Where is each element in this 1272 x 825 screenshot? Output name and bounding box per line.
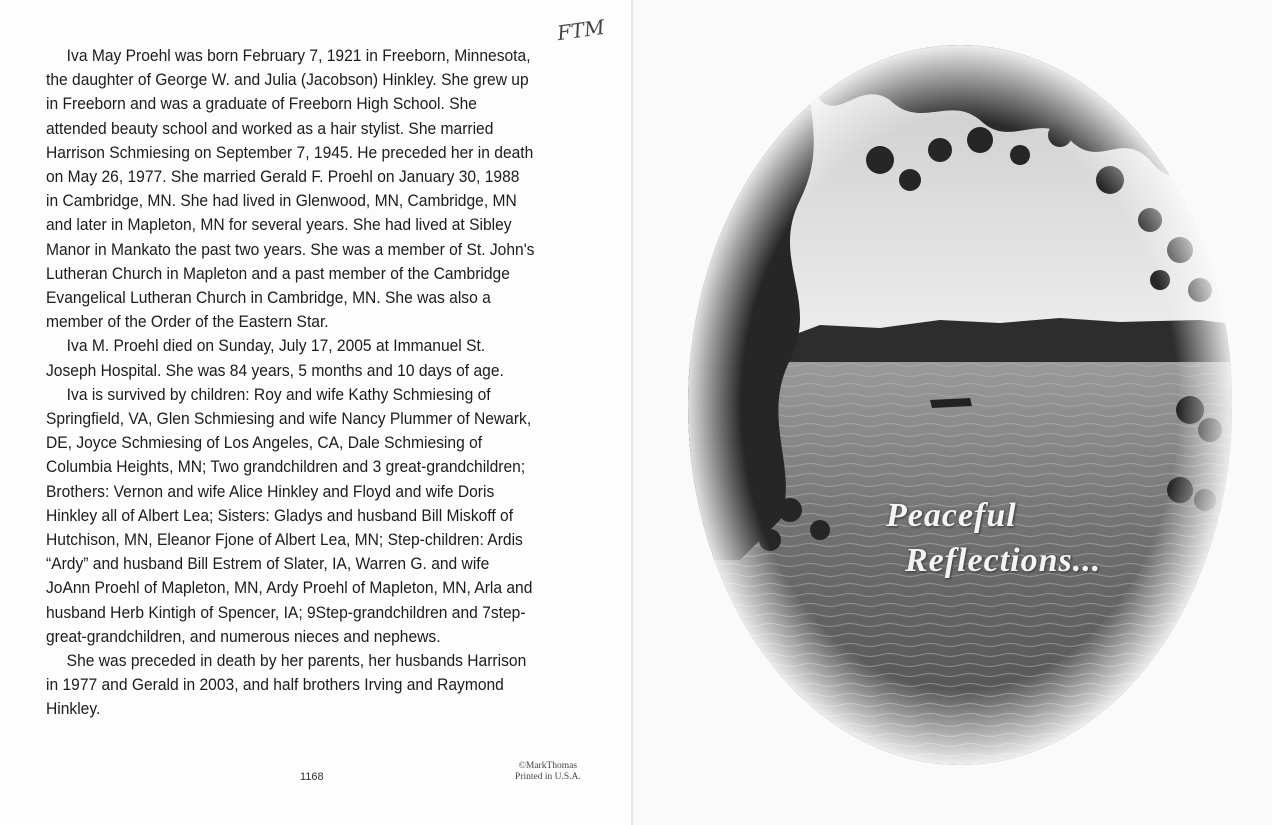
left-page [0, 0, 632, 825]
printed-in-line: Printed in U.S.A. [515, 772, 581, 782]
obituary-paragraph-survivors: Iva is survived by children: Roy and wife Kathy Schmiesing of Springfield, VA, Glen Schmiesing and wife Nancy Plummer of Newark, DE, Joyce Schmiesing of Los Angeles, CA, Dale Schmiesing of Columbia Heights, MN; Two grandchildren and 3 great-grandchildren; Brothers: Vernon and wife Alice Hinkley and Floyd and wife Doris Hinkley all of Albert Lea; Sisters: Gladys and husband Bill Miskoff of Hutchison, MN, Eleanor Fjone of Albert Lea, MN; Step-children: Ardis “Ardy” and husband Bill Estrem of Slater, IA, Warren G. and wife JoAnn Proehl of Mapleton, MN, Ardy Proehl of Mapleton, MN, Arla and husband Herb Kintigh of Spencer, IA; 9Step-grandchildren and 7step-great-grandchildren, and numerous nieces and nephews. [46, 384, 533, 646]
obituary-paragraph-biography: Iva May Proehl was born February 7, 1921 in Freeborn, Minnesota, the daughter of George W. and Julia (Jacobson) Hinkley. She grew up in Freeborn and was a graduate of Freeborn High School. She attended beauty school and worked as a hair stylist. She married Harrison Schmiesing on September 7, 1945. He preceded her in death on May 26, 1977. She married Gerald F. Proehl on January 30, 1988 in Cambridge, MN. She had lived in Glenwood, MN, Cambridge, MN and later in Mapleton, MN for several years. She had lived at Sibley Manor in Mankato the past two years. She was a member of St. John's Lutheran Church in Mapleton and a past member of the Cambridge Evangelical Lutheran Church in Cambridge, MN. She was also a member of the Order of the Eastern Star. [46, 46, 535, 332]
copyright-notice [515, 761, 581, 783]
cover-title-line-2: Reflections... [905, 542, 1102, 579]
copyright-line: ©MarkThomas [518, 761, 578, 771]
catalog-number: 1168 [300, 771, 324, 783]
lake-photo-oval [680, 40, 1240, 770]
obituary-paragraph-preceded: She was preceded in death by her parents, her husbands Harrison in 1977 and Gerald in 2003, and half brothers Irving and Raymond Hinkley. [46, 651, 527, 719]
obituary-paragraph-death: Iva M. Proehl died on Sunday, July 17, 2005 at Immanuel St. Joseph Hospital. She was 84 years, 5 months and 10 days of age. [46, 336, 504, 380]
handwritten-annotation: FTM [555, 14, 607, 46]
cover-title-line-1: Peaceful [886, 497, 1017, 534]
obituary-text [46, 44, 535, 722]
